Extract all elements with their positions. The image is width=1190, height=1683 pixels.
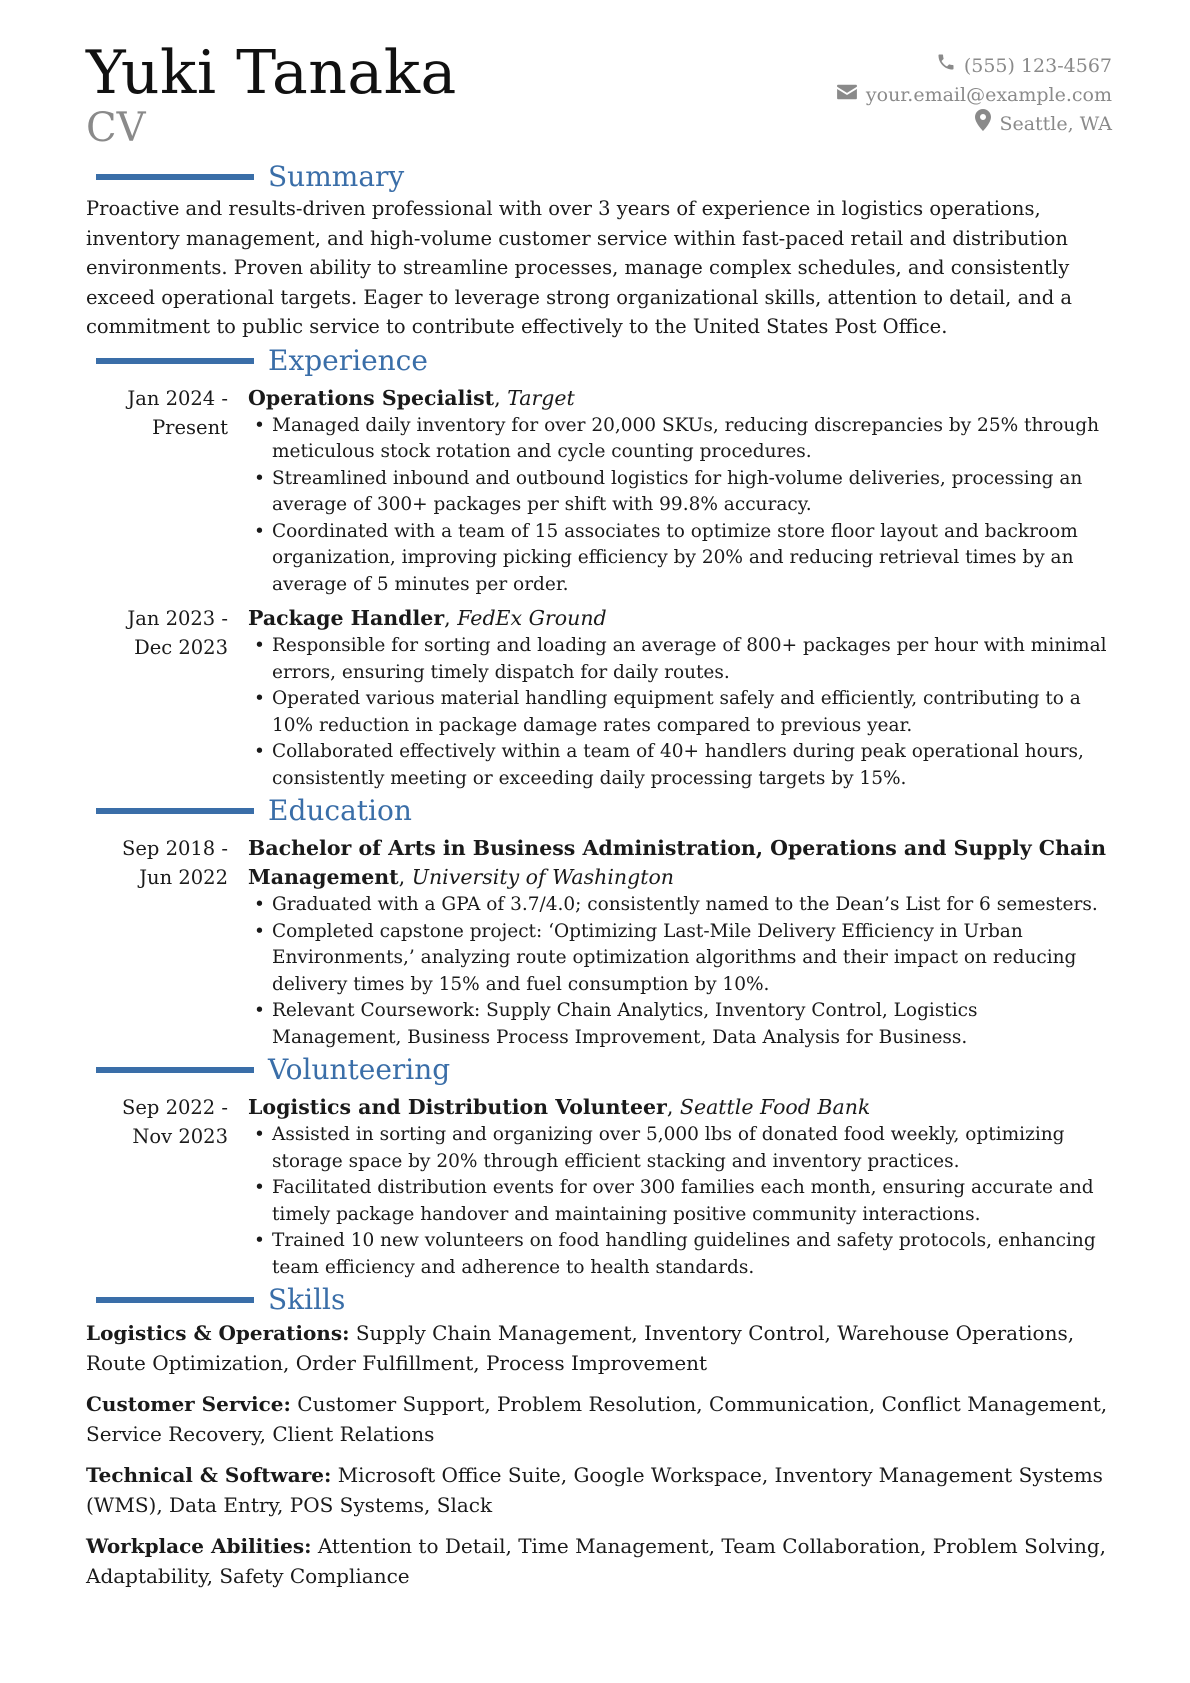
bullet-item: • Trained 10 new volunteers on food handling guidelines and safety protocols, enhancing team efficiency and adherence to health standards. <box>248 1228 1112 1281</box>
entry-body <box>248 834 1112 1051</box>
entry-date: Sep 2022 - Nov 2023 <box>122 1096 228 1148</box>
section-title: Summary <box>268 160 405 193</box>
entry-org: University of Washington <box>411 865 675 889</box>
bullet-item: • Streamlined inbound and outbound logistics for high-volume deliveries, processing an average of 300+ packages per shift with 99.8% accuracy. <box>248 466 1112 519</box>
bullet-item: • Assisted in sorting and organizing over 5,000 lbs of donated food weekly, optimizing storage space by 20% through efficient stacking and inventory practices. <box>248 1122 1112 1175</box>
location-text: Seattle, WA <box>999 113 1112 135</box>
entry-bullets <box>248 892 1112 1051</box>
skill-items: Attention to Detail, Time Management, Team Collaboration, Problem Solving, Adaptability, Safety Compliance <box>86 1534 1106 1588</box>
cv-header <box>86 40 1112 158</box>
entry-body <box>248 604 1112 792</box>
section-title: Education <box>268 794 412 827</box>
entry-org: Target <box>507 385 575 410</box>
education-heading <box>86 794 1112 828</box>
section-rule <box>96 174 254 180</box>
entry-title-line: Logistics and Distribution Volunteer, Seattle Food Bank <box>248 1095 871 1119</box>
bullet-item: • Collaborated effectively within a team of 40+ handlers during peak operational hours, consistently meeting or exceeding daily processing targets by 15%. <box>248 739 1112 792</box>
entry-role: Logistics and Distribution Volunteer <box>248 1095 667 1119</box>
person-name: Yuki Tanaka <box>86 38 457 108</box>
experience-entry <box>86 604 1112 792</box>
entry-org: Seattle Food Bank <box>679 1095 871 1119</box>
summary-heading <box>86 160 1112 194</box>
entry-title-line: Operations Specialist, Target <box>248 385 575 410</box>
cv-page <box>86 40 1112 1603</box>
skill-category: Workplace Abilities: <box>86 1534 312 1558</box>
contact-phone <box>836 52 1112 81</box>
volunteering-entry <box>86 1093 1112 1281</box>
entry-date: Sep 2018 - Jun 2022 <box>122 837 228 889</box>
skill-category: Technical & Software: <box>86 1463 332 1487</box>
envelope-icon <box>836 81 858 110</box>
skill-row <box>86 1461 1112 1520</box>
skill-row <box>86 1390 1112 1449</box>
entry-bullets <box>248 633 1112 792</box>
entry-role: Package Handler <box>248 606 445 630</box>
entry-role: Operations Specialist <box>248 385 495 410</box>
volunteering-heading <box>86 1053 1112 1087</box>
bullet-item: • Responsible for sorting and loading an average of 800+ packages per hour with minimal errors, ensuring timely dispatch for daily routes. <box>248 633 1112 686</box>
skill-category: Logistics & Operations: <box>86 1321 350 1345</box>
entry-date: Jan 2023 - Dec 2023 <box>127 607 228 659</box>
bullet-item: • Relevant Coursework: Supply Chain Analytics, Inventory Control, Logistics Management, Business Process Improvement, Data Analysis for Business. <box>248 998 1112 1051</box>
summary-text: Proactive and results-driven professional with over 3 years of experience in logistics operations, inventory management, and high-volume customer service within fast-paced retail and distribution environments. Proven ability to streamline processes, manage complex schedules, and consistently exceed operational targets. Eager to leverage strong organizational skills, attention to detail, and a commitment to public service to contribute effectively to the United States Post Office. <box>86 197 1073 338</box>
entry-bullets <box>248 413 1112 599</box>
section-rule <box>96 1067 254 1073</box>
skills-heading <box>86 1283 1112 1317</box>
section-rule <box>96 808 254 814</box>
entry-title-line: Bachelor of Arts in Business Administration, Operations and Supply Chain Management, University of Washington <box>248 836 1106 889</box>
entry-body <box>248 384 1112 599</box>
skill-row <box>86 1532 1112 1591</box>
skill-items: Supply Chain Management, Inventory Control, Warehouse Operations, Route Optimization, Order Fulfillment, Process Improvement <box>86 1321 1075 1375</box>
entry-bullets <box>248 1122 1112 1281</box>
bullet-item: • Coordinated with a team of 15 associates to optimize store floor layout and backroom organization, improving picking efficiency by 20% and reducing retrieval times by an average of 5 minutes per order. <box>248 519 1112 599</box>
section-rule <box>96 358 254 364</box>
skill-row <box>86 1319 1112 1378</box>
section-title: Experience <box>268 343 428 377</box>
bullet-item: • Completed capstone project: ‘Optimizing Last-Mile Delivery Efficiency in Urban Environments,’ analyzing route optimization algorithms and their impact on reducing delivery times by 15% and fuel consumption by 10%. <box>248 919 1112 999</box>
skill-items: Customer Support, Problem Resolution, Communication, Conflict Management, Service Recovery, Client Relations <box>86 1392 1108 1446</box>
bullet-item: • Operated various material handling equipment safely and efficiently, contributing to a 10% reduction in package damage rates compared to previous year. <box>248 686 1112 739</box>
email-address[interactable]: your.email@example.com <box>865 84 1112 106</box>
contact-location <box>836 110 1112 139</box>
entry-title-line: Package Handler, FedEx Ground <box>248 606 607 630</box>
phone-number: (555) 123-4567 <box>963 55 1112 77</box>
education-entry <box>86 834 1112 1051</box>
bullet-item: • Managed daily inventory for over 20,000 SKUs, reducing discrepancies by 25% through meticulous stock rotation and cycle counting procedures. <box>248 413 1112 466</box>
skill-items: Microsoft Office Suite, Google Workspace, Inventory Management Systems (WMS), Data Entry, POS Systems, Slack <box>86 1463 1103 1517</box>
bullet-item: • Graduated with a GPA of 3.7/4.0; consistently named to the Dean’s List for 6 semesters. <box>248 892 1112 919</box>
entry-org: FedEx Ground <box>457 606 607 630</box>
experience-heading <box>86 344 1112 378</box>
phone-icon <box>936 52 956 81</box>
map-pin-icon <box>975 109 991 140</box>
section-title: Volunteering <box>268 1053 451 1086</box>
entry-role: Bachelor of Arts in Business Administration, Operations and Supply Chain Management <box>248 836 1106 889</box>
skills-list <box>86 1319 1112 1591</box>
entry-body <box>248 1093 1112 1281</box>
section-title: Skills <box>268 1283 346 1316</box>
contact-email <box>836 81 1112 110</box>
entry-date: Jan 2024 - Present <box>127 386 228 439</box>
bullet-item: • Facilitated distribution events for over 300 families each month, ensuring accurate and timely package handover and maintaining positive community interactions. <box>248 1175 1112 1228</box>
section-rule <box>96 1297 254 1303</box>
skill-category: Customer Service: <box>86 1392 291 1416</box>
document-label: CV <box>86 105 146 151</box>
experience-entry <box>86 384 1112 599</box>
contact-block <box>836 52 1112 139</box>
